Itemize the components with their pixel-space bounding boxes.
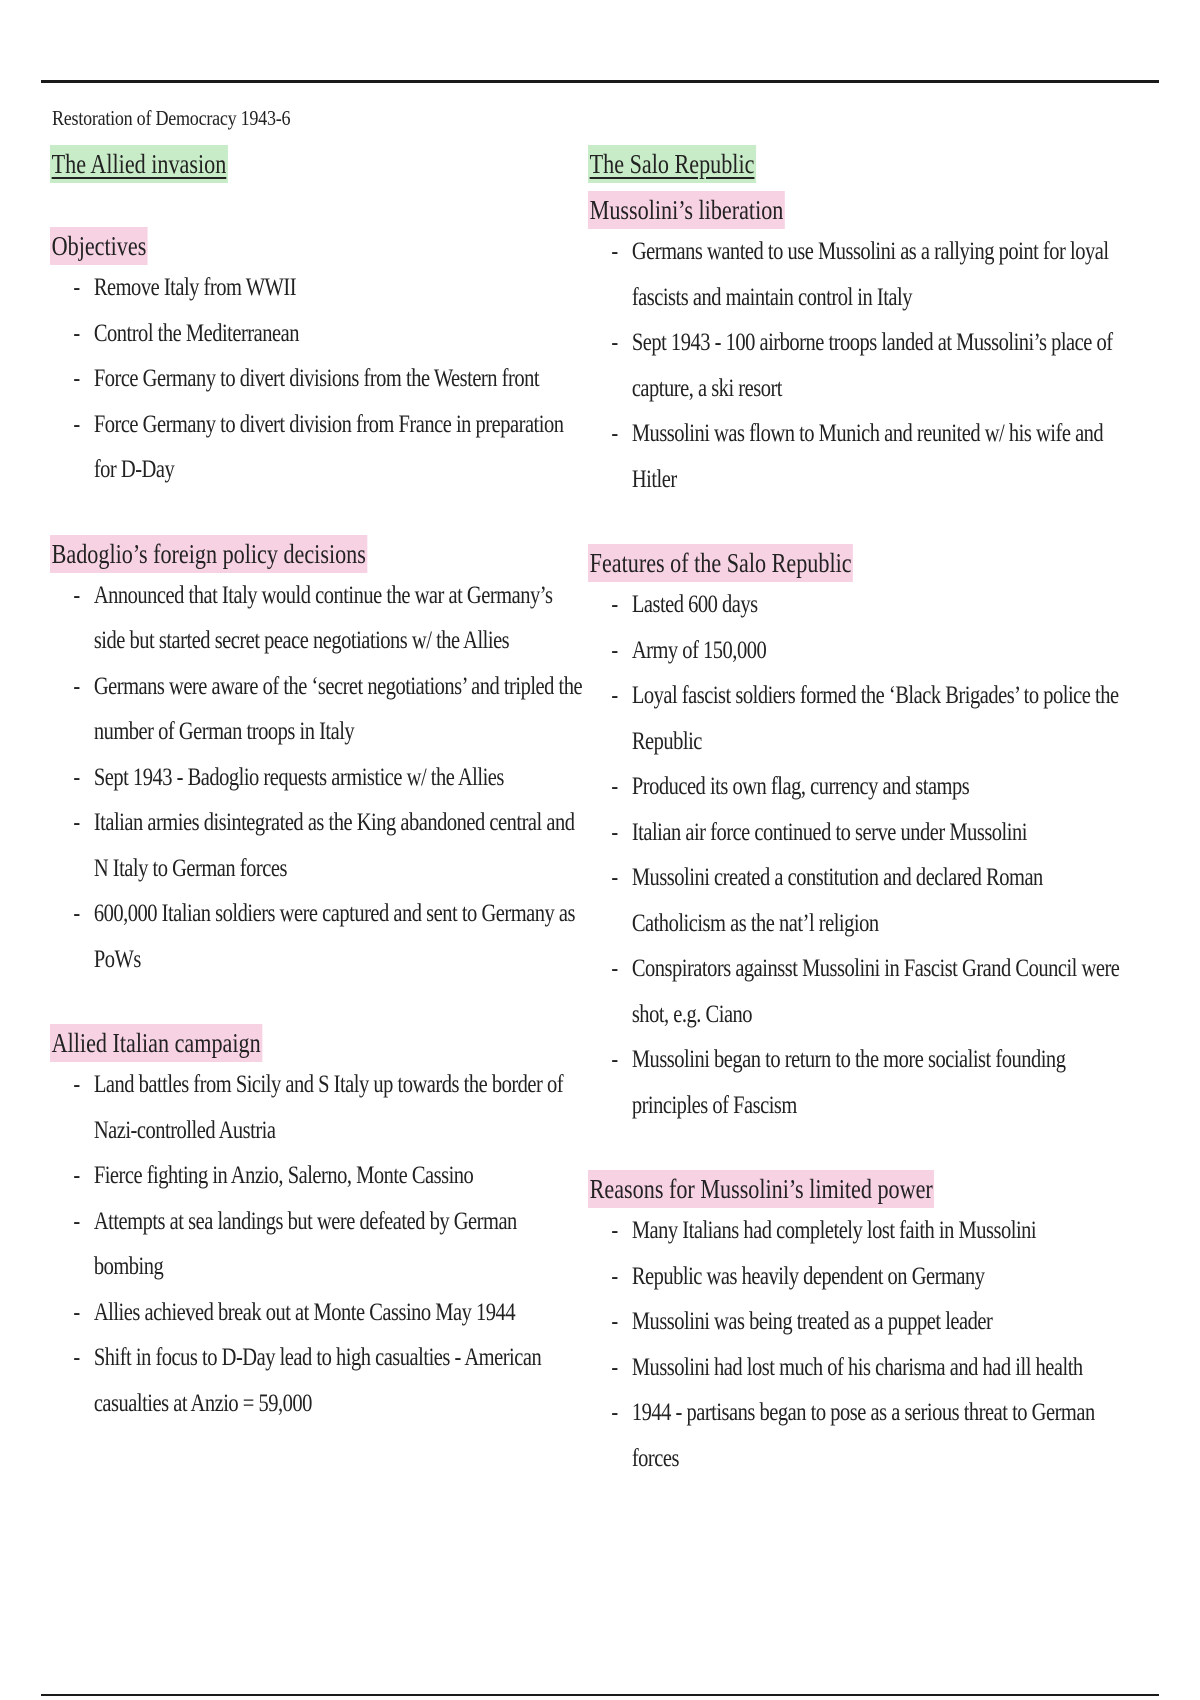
heading-features-salo-republic: Features of the Salo Republic: [588, 544, 853, 582]
list-item: - Fierce fighting in Anzio, Salerno, Monte Cassino: [73, 1162, 474, 1189]
liberation-list: [590, 229, 1150, 502]
campaign-list: [52, 1062, 612, 1426]
list-item: - Land battles from Sicily and S Italy up towards the border of Nazi-controlled Austria: [73, 1071, 564, 1144]
list-item: - 600,000 Italian soldiers were captured and sent to Germany as PoWs: [73, 900, 576, 973]
list-item: - Attempts at sea landings but were defeated by German bombing: [73, 1207, 517, 1280]
list-item: - Mussolini was being treated as a puppet leader: [611, 1308, 993, 1335]
list-item: - Many Italians had completely lost faith in Mussolini: [611, 1217, 1037, 1244]
bottom-rule: [41, 1694, 1159, 1696]
badoglio-list: [52, 573, 612, 983]
top-rule: [41, 80, 1159, 83]
right-column: [590, 145, 1150, 1481]
list-item: - Loyal fascist soldiers formed the ‘Black Brigades’ to police the Republic: [611, 682, 1119, 755]
list-item: - Force Germany to divert division from France in preparation for D-Day: [73, 410, 564, 483]
list-item: - Conspirators againsst Mussolini in Fascist Grand Council were shot, e.g. Ciano: [611, 955, 1120, 1028]
list-item: - Sept 1943 - Badoglio requests armistice w/ the Allies: [73, 763, 504, 791]
list-item: - Lasted 600 days: [611, 591, 758, 618]
heading-objectives: Objectives: [50, 227, 148, 265]
reasons-list: [590, 1208, 1150, 1481]
heading-badoglio-foreign-policy: Badoglio’s foreign policy decisions: [50, 535, 368, 573]
list-item: - Germans wanted to use Mussolini as a rallying point for loyal fascists and maintain control in Italy: [611, 238, 1109, 311]
list-item: - Produced its own flag, currency and stamps: [611, 773, 970, 800]
section-title-salo-republic: The Salo Republic: [588, 145, 756, 183]
list-item: - Mussolini was flown to Munich and reunited w/ his wife and Hitler: [611, 420, 1104, 493]
list-item: - 1944 - partisans began to pose as a serious threat to German forces: [611, 1399, 1095, 1472]
heading-reasons-limited-power: Reasons for Mussolini’s limited power: [588, 1170, 934, 1208]
features-list: [590, 582, 1150, 1128]
document-title: Restoration of Democracy 1943-6: [52, 106, 291, 130]
list-item: - Force Germany to divert divisions from the Western front: [73, 365, 540, 392]
section-title-allied-invasion: The Allied invasion: [50, 145, 228, 183]
list-item: - Remove Italy from WWII: [73, 274, 297, 301]
left-column: [52, 145, 612, 1426]
objectives-list: [52, 265, 612, 493]
list-item: - Announced that Italy would continue the war at Germany’s side but started secret peace negotiations w/ the Allies: [73, 581, 553, 654]
list-item: - Mussolini began to return to the more socialist founding principles of Fascism: [611, 1046, 1066, 1119]
list-item: - Allies achieved break out at Monte Cassino May 1944: [73, 1298, 516, 1326]
heading-allied-italian-campaign: Allied Italian campaign: [50, 1024, 262, 1062]
list-item: - Mussolini had lost much of his charisma and had ill health: [611, 1353, 1083, 1381]
list-item: - Italian air force continued to serve under Mussolini: [611, 818, 1027, 846]
list-item: - Army of 150,000: [611, 636, 767, 664]
list-item: - Italian armies disintegrated as the King abandoned central and N Italy to German forces: [73, 809, 575, 882]
list-item: - Mussolini created a constitution and declared Roman Catholicism as the nat’l religion: [611, 864, 1043, 937]
list-item: - Republic was heavily dependent on Germany: [611, 1262, 985, 1290]
list-item: - Shift in focus to D-Day lead to high casualties - American casualties at Anzio = 59,000: [73, 1344, 542, 1417]
list-item: - Sept 1943 - 100 airborne troops landed at Mussolini’s place of capture, a ski resort: [611, 329, 1113, 402]
list-item: - Control the Mediterranean: [73, 319, 299, 347]
list-item: - Germans were aware of the ‘secret negotiations’ and tripled the number of German troops in Italy: [73, 672, 583, 745]
heading-mussolini-liberation: Mussolini’s liberation: [588, 191, 785, 229]
